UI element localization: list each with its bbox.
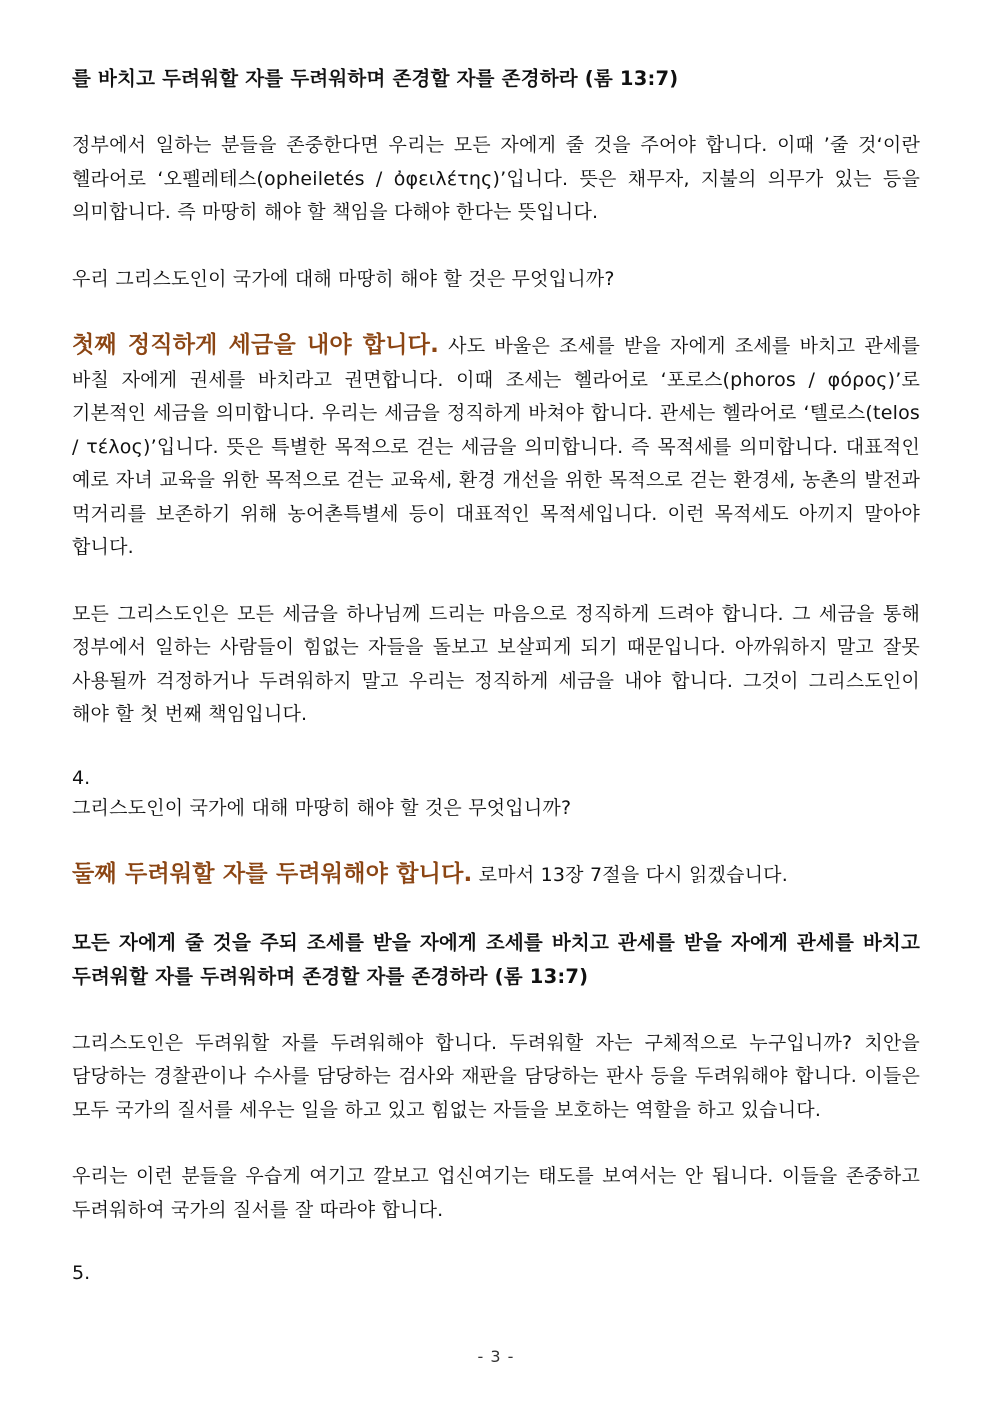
section-number-4: 4.: [72, 766, 91, 789]
first-point-heading: 첫째 정직하게 세금을 내야 합니다.: [72, 332, 440, 358]
paragraph-fear-whom: 그리스도인은 두려워할 자를 두려워해야 합니다. 두려워할 자는 구체적으로 누구입니까? 치안을 담당하는 경찰관이나 수사를 담당하는 검사와 재판을 담당하는 판사 등을 두려워해야 합니다. 이들은 모두 국가의 질서를 세우는 일을 하고 있고 힘없는 자들을 보호하는 역할을 하고 있습니다.: [72, 1031, 920, 1121]
section-number-5: 5.: [72, 1262, 91, 1284]
paragraph-first-point: [72, 329, 920, 565]
question-paragraph-1: 우리 그리스도인이 국가에 대해 마땅히 해야 할 것은 무엇입니까?: [72, 267, 615, 290]
scripture-quote-romans: 모든 자에게 줄 것을 주되 조세를 받을 자에게 조세를 바치고 관세를 받을 자에게 관세를 바치고 두려워할 자를 두려워하며 존경할 자를 존경하라 (롬 13:7): [72, 930, 921, 988]
document-page: [72, 62, 920, 1287]
paragraph-second-point: [72, 858, 920, 893]
paragraph-taxes-honestly: 모든 그리스도인은 모든 세금을 하나님께 드리는 마음으로 정직하게 드려야 합니다. 그 세금을 통해 정부에서 일하는 사람들이 힘없는 자들을 돌보고 보살피게 되기 때문입니다. 아까워하지 말고 잘못 사용될까 걱정하거나 두려워하지 말고 우리는 정직하게 세금을 내야 합니다. 그것이 그리스도인이 해야 할 첫 번째 책임입니다.: [72, 602, 920, 725]
second-point-body: 로마서 13장 7절을 다시 읽겠습니다.: [472, 864, 788, 886]
paragraph-opheiletes: 정부에서 일하는 분들을 존중한다면 우리는 모든 자에게 줄 것을 주어야 합니다. 이때 ’줄 것‘이란 헬라어로 ‘오펠레테스(opheiletés / ὀφειλέτης)’입니다. 뜻은 채무자, 지불의 의무가 있는 등을 의미합니다. 즉 마땅히 해야 할 책임을 다해야 한다는 뜻입니다.: [72, 134, 920, 223]
second-point-heading: 둘째 두려워할 자를 두려워해야 합니다.: [72, 861, 473, 887]
first-point-body: 사도 바울은 조세를 받을 자에게 조세를 바치고 관세를 바칠 자에게 권세를 바치라고 권면합니다. 이때 조세는 헬라어로 ‘포로스(phoros / φόρος)’로 기본적인 세금을 의미합니다. 우리는 세금을 정직하게 바쳐야 합니다. 관세는 헬라어로 ‘텔로스(telos / τέλος)’입니다. 뜻은 특별한 목적으로 걷는 세금을 의미합니다. 즉 목적세를 의미합니다. 대표적인 예로 자녀 교육을 위한 목적으로 걷는 교육세, 환경 개선을 위한 목적으로 걷는 환경세, 농촌의 발전과 먹거리를 보존하기 위해 농어촌특별세 등이 대표적인 목적세입니다. 이런 목적세도 아끼지 말아야 합니다.: [72, 335, 920, 558]
page-number: - 3 -: [477, 1347, 515, 1366]
scripture-quote-top: 를 바치고 두려워할 자를 두려워하며 존경할 자를 존경하라 (롬 13:7): [72, 67, 679, 90]
question-paragraph-2: 그리스도인이 국가에 대해 마땅히 해야 할 것은 무엇입니까?: [72, 796, 572, 819]
paragraph-respect-order: 우리는 이런 분들을 우습게 여기고 깔보고 업신여기는 태도를 보여서는 안 됩니다. 이들을 존중하고 두려워하여 국가의 질서를 잘 따라야 합니다.: [72, 1165, 920, 1221]
